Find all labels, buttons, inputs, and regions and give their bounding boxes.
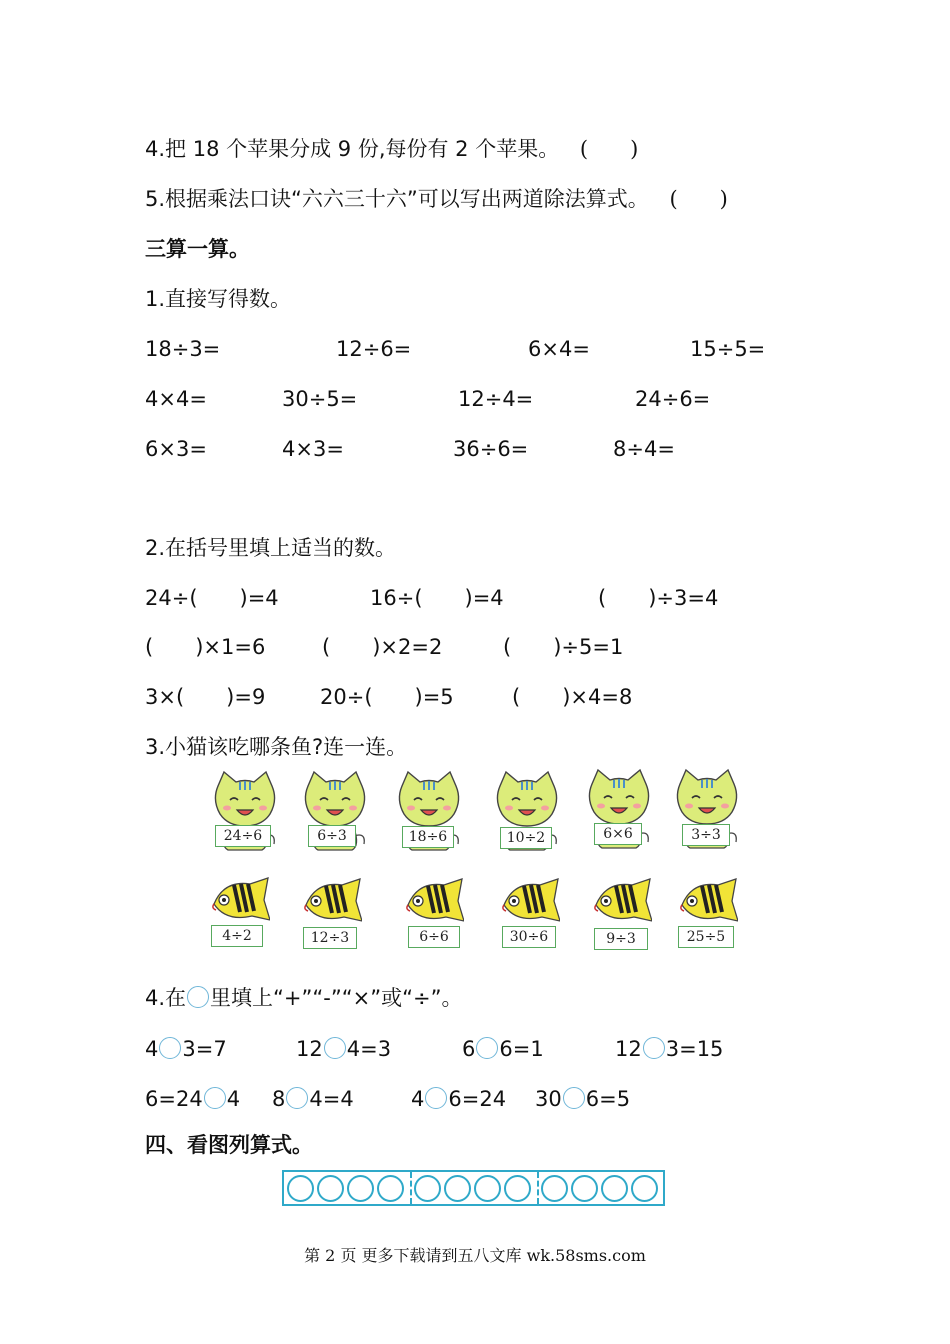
- operator-item: 12 3=15: [615, 1037, 724, 1061]
- cat-label[interactable]: 6×6: [594, 823, 642, 845]
- judge-q5-text: 5.根据乘法口诀“六六三十六”可以写出两道除法算式。: [145, 187, 649, 211]
- section4-title: 四、看图列算式。: [145, 1133, 313, 1157]
- group-divider: [537, 1172, 539, 1204]
- operator-blank[interactable]: [563, 1087, 585, 1109]
- calc-item: 6×4=: [528, 337, 590, 361]
- circle-icon: [601, 1175, 628, 1202]
- q2-title: 2.在括号里填上适当的数。: [145, 536, 397, 560]
- circle-icon: [631, 1175, 658, 1202]
- operator-blank[interactable]: [476, 1037, 498, 1059]
- operator-item: 4 3=7: [145, 1037, 227, 1061]
- section3-title: 三算一算。: [145, 237, 250, 261]
- judge-q4: [145, 139, 638, 160]
- fill-item: 24÷( )=4: [145, 586, 279, 610]
- circle-icon: [444, 1175, 471, 1202]
- q3-title: 3.小猫该吃哪条鱼?连一连。: [145, 735, 408, 759]
- calc-item: 24÷6=: [635, 387, 711, 411]
- fish-label[interactable]: 25÷5: [678, 926, 734, 948]
- circle-icon: [287, 1175, 314, 1202]
- fish-label[interactable]: 9÷3: [594, 928, 648, 950]
- fish-label[interactable]: 12÷3: [303, 927, 357, 949]
- operator-blank[interactable]: [324, 1037, 346, 1059]
- operator-blank[interactable]: [425, 1087, 447, 1109]
- judge-q4-text: 4.把 18 个苹果分成 9 份,每份有 2 个苹果。: [145, 137, 560, 161]
- fish-label[interactable]: 6÷6: [408, 926, 460, 948]
- circle-icon: [541, 1175, 568, 1202]
- calc-item: 12÷6=: [336, 337, 412, 361]
- circle-icon: [317, 1175, 344, 1202]
- calc-item: 8÷4=: [613, 437, 675, 461]
- operator-item: 12 4=3: [296, 1037, 392, 1061]
- circle-group-figure: [282, 1170, 665, 1206]
- fish-label[interactable]: 4÷2: [211, 925, 263, 947]
- operator-item: 6 6=1: [462, 1037, 544, 1061]
- cat-label[interactable]: 6÷3: [308, 825, 356, 847]
- fill-item: 16÷( )=4: [370, 586, 504, 610]
- fill-item: 3×( )=9: [145, 685, 266, 709]
- operator-blank[interactable]: [159, 1037, 181, 1059]
- answer-paren: ( ): [669, 187, 728, 211]
- calc-item: 12÷4=: [458, 387, 534, 411]
- fish-label[interactable]: 30÷6: [502, 926, 556, 948]
- operator-blank[interactable]: [286, 1087, 308, 1109]
- operator-item: 30 6=5: [535, 1087, 631, 1111]
- fill-item: 20÷( )=5: [320, 685, 454, 709]
- cat-label[interactable]: 18÷6: [402, 826, 454, 848]
- calc-item: 4×3=: [282, 437, 344, 461]
- operator-blank[interactable]: [643, 1037, 665, 1059]
- operator-blank[interactable]: [204, 1087, 226, 1109]
- group-divider: [410, 1172, 412, 1204]
- circle-icon: [347, 1175, 374, 1202]
- circle-icon: [414, 1175, 441, 1202]
- cat-label[interactable]: 24÷6: [215, 825, 271, 847]
- calc-item: 18÷3=: [145, 337, 221, 361]
- judge-q5: [145, 189, 728, 210]
- operator-circle-icon: [187, 986, 209, 1008]
- cat-label[interactable]: 3÷3: [682, 824, 730, 846]
- circle-icon: [504, 1175, 531, 1202]
- operator-item: 4 6=24: [411, 1087, 507, 1111]
- calc-item: 6×3=: [145, 437, 207, 461]
- circle-icon: [377, 1175, 404, 1202]
- circle-icon: [571, 1175, 598, 1202]
- operator-item: 6=24 4: [145, 1087, 241, 1111]
- fill-item: ( )×4=8: [512, 685, 633, 709]
- q4-title-post: 里填上“+”“-”“×”或“÷”。: [210, 986, 463, 1010]
- fill-item: ( )÷3=4: [598, 586, 719, 610]
- fill-item: ( )×1=6: [145, 635, 266, 659]
- circle-icon: [474, 1175, 501, 1202]
- page-footer: 第 2 页 更多下载请到五八文库 wk.58sms.com: [304, 1246, 646, 1265]
- fill-item: ( )÷5=1: [503, 635, 624, 659]
- q4-title-pre: 4.在: [145, 986, 187, 1010]
- answer-paren: ( ): [579, 137, 639, 161]
- calc-item: 30÷5=: [282, 387, 358, 411]
- calc-item: 4×4=: [145, 387, 207, 411]
- calc-item: 36÷6=: [453, 437, 529, 461]
- operator-item: 8 4=4: [272, 1087, 354, 1111]
- calc-item: 15÷5=: [690, 337, 766, 361]
- cat-label[interactable]: 10÷2: [500, 827, 552, 849]
- fill-item: ( )×2=2: [322, 635, 443, 659]
- q4-title: [145, 986, 462, 1009]
- q1-title: 1.直接写得数。: [145, 287, 292, 311]
